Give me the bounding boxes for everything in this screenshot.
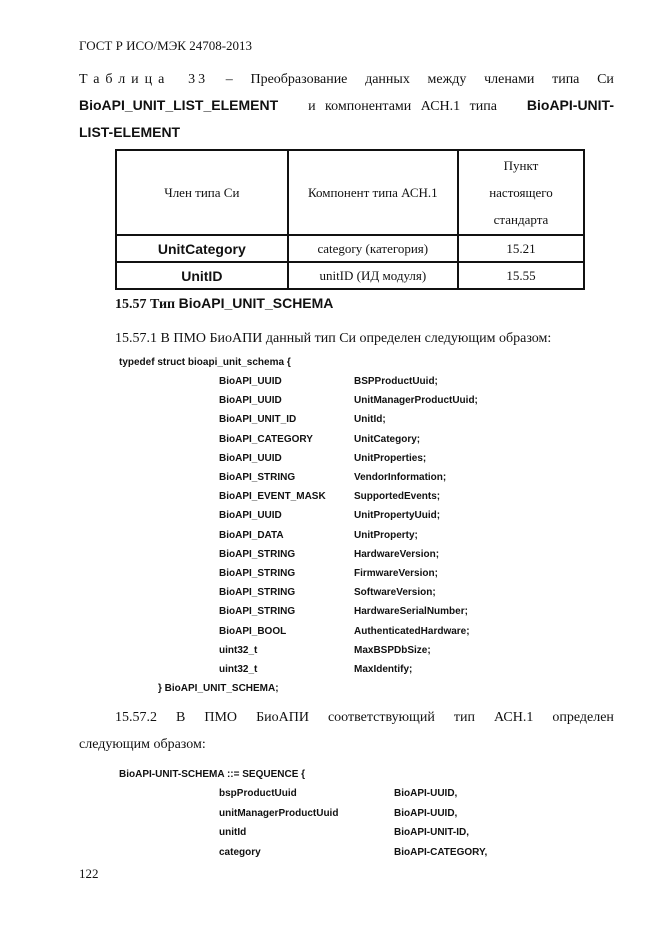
c-field-name: FirmwareVersion; xyxy=(354,568,438,579)
caption-word: Таблица xyxy=(79,72,171,87)
c-field-name: SupportedEvents; xyxy=(354,491,441,503)
header-asn1-component: Компонент типа АСН.1 xyxy=(288,150,458,235)
c-field-type: BioAPI_EVENT_MASK xyxy=(219,491,326,503)
para-word: В xyxy=(176,710,186,725)
table-caption-line-3: LIST-ELEMENT xyxy=(79,124,181,140)
c-field-type: BioAPI_DATA xyxy=(219,529,284,541)
c-field-name: AuthenticatedHardware; xyxy=(354,625,470,637)
c-field-name: HardwareSerialNumber; xyxy=(354,606,468,618)
table-caption-line-1 xyxy=(79,72,614,88)
c-struct-open: typedef struct bioapi_unit_schema { xyxy=(119,357,291,368)
header-clause xyxy=(458,150,584,235)
caption-text: и компонентами АСН.1 типа xyxy=(308,99,497,114)
caption-word: членами xyxy=(484,72,535,87)
table-caption-line-2 xyxy=(79,97,614,115)
c-field-type: BioAPI_STRING xyxy=(219,568,296,579)
para-word: ПМО xyxy=(204,710,238,725)
caption-type-name: BioAPI_UNIT_LIST_ELEMENT xyxy=(79,97,279,113)
caption-word: между xyxy=(427,72,467,87)
c-field-type: BioAPI_STRING xyxy=(219,587,296,599)
asn1-field-type: BioAPI-CATEGORY, xyxy=(394,846,488,858)
header-clause-line: настоящего xyxy=(489,185,553,200)
para-word: определен xyxy=(552,710,614,725)
c-field-name: UnitCategory; xyxy=(354,433,421,445)
paragraph-15-57-2-line-1 xyxy=(79,710,614,726)
header-clause-line: Пункт xyxy=(503,158,539,173)
c-field-type: BioAPI_UUID xyxy=(219,452,282,464)
section-type-name: BioAPI_UNIT_SCHEMA xyxy=(178,295,334,311)
c-field-type: BioAPI_STRING xyxy=(219,606,296,618)
caption-word: – xyxy=(225,72,233,87)
c-field-name: MaxBSPDbSize; xyxy=(354,644,431,656)
c-field-type: BioAPI_STRING xyxy=(219,472,296,483)
asn1-field-type: BioAPI-UUID, xyxy=(394,807,458,819)
c-field-type: BioAPI_CATEGORY xyxy=(219,433,313,445)
c-struct-close: } BioAPI_UNIT_SCHEMA; xyxy=(158,683,279,694)
asn1-field-name: unitManagerProductUuid xyxy=(219,807,339,819)
c-field-name: SoftwareVersion; xyxy=(354,587,436,599)
c-field-name: MaxIdentify; xyxy=(354,664,413,675)
para-word: соответствующий xyxy=(327,710,435,725)
caption-word: данных xyxy=(365,72,410,87)
caption-word: Преобразование xyxy=(250,72,348,87)
c-field-type: uint32_t xyxy=(219,644,258,656)
c-field-type: BioAPI_UUID xyxy=(219,376,282,387)
c-field-name: UnitProperty; xyxy=(354,529,418,541)
c-field-name: BSPProductUuid; xyxy=(354,376,438,387)
asn1-field-type: BioAPI-UUID, xyxy=(394,788,458,799)
c-field-name: UnitProperties; xyxy=(354,452,427,464)
caption-word: Си xyxy=(597,72,614,87)
paragraph-15-57-1: 15.57.1 В ПМО БиоАПИ данный тип Си определен следующим образом: xyxy=(115,331,552,346)
cell-clause: 15.21 xyxy=(458,235,584,262)
c-field-type: BioAPI_UUID xyxy=(219,395,282,407)
c-field-type: BioAPI_BOOL xyxy=(219,625,287,637)
cell-member: UnitCategory xyxy=(116,235,288,262)
c-field-type: BioAPI_UNIT_ID xyxy=(219,414,297,426)
table-row xyxy=(116,235,584,262)
c-field-name: UnitId; xyxy=(354,414,386,426)
cell-member: UnitID xyxy=(116,262,288,289)
caption-word: типа xyxy=(552,72,580,87)
c-field-type: BioAPI_STRING xyxy=(219,548,296,560)
header-clause-line: стандарта xyxy=(493,212,549,227)
c-field-name: UnitManagerProductUuid; xyxy=(354,395,478,407)
caption-type-name: BioAPI-UNIT- xyxy=(526,97,614,113)
section-number: 15.57 Тип xyxy=(115,297,176,312)
asn1-field-name: bspProductUuid xyxy=(219,788,297,799)
para-word: тип xyxy=(453,710,475,725)
asn1-field-type: BioAPI-UNIT-ID, xyxy=(394,827,469,838)
c-field-name: UnitPropertyUuid; xyxy=(354,510,441,522)
document-header: ГОСТ Р ИСО/МЭК 24708-2013 xyxy=(79,38,253,53)
para-word: 15.57.2 xyxy=(115,710,157,725)
asn1-sequence-open: BioAPI-UNIT-SCHEMA ::= SEQUENCE { xyxy=(119,769,306,780)
c-field-name: HardwareVersion; xyxy=(354,548,440,560)
c-field-type: BioAPI_UUID xyxy=(219,510,282,522)
table-row xyxy=(116,262,584,289)
table-header-row xyxy=(116,150,584,235)
cell-component: unitID (ИД модуля) xyxy=(288,262,458,289)
section-title xyxy=(115,295,333,313)
c-field-type: uint32_t xyxy=(219,664,258,675)
asn1-field-name: unitId xyxy=(219,827,247,838)
cell-component: category (категория) xyxy=(288,235,458,262)
header-c-member: Член типа Си xyxy=(116,150,288,235)
para-word: БиоАПИ xyxy=(256,710,309,725)
page-number: 122 xyxy=(79,866,99,881)
conversion-table xyxy=(115,149,585,290)
asn1-field-name: category xyxy=(219,846,261,858)
para-word: АСН.1 xyxy=(493,710,534,725)
c-field-name: VendorInformation; xyxy=(354,472,447,483)
cell-clause: 15.55 xyxy=(458,262,584,289)
caption-word: 33 xyxy=(188,72,209,87)
paragraph-15-57-2-line-2: следующим образом: xyxy=(79,737,206,752)
